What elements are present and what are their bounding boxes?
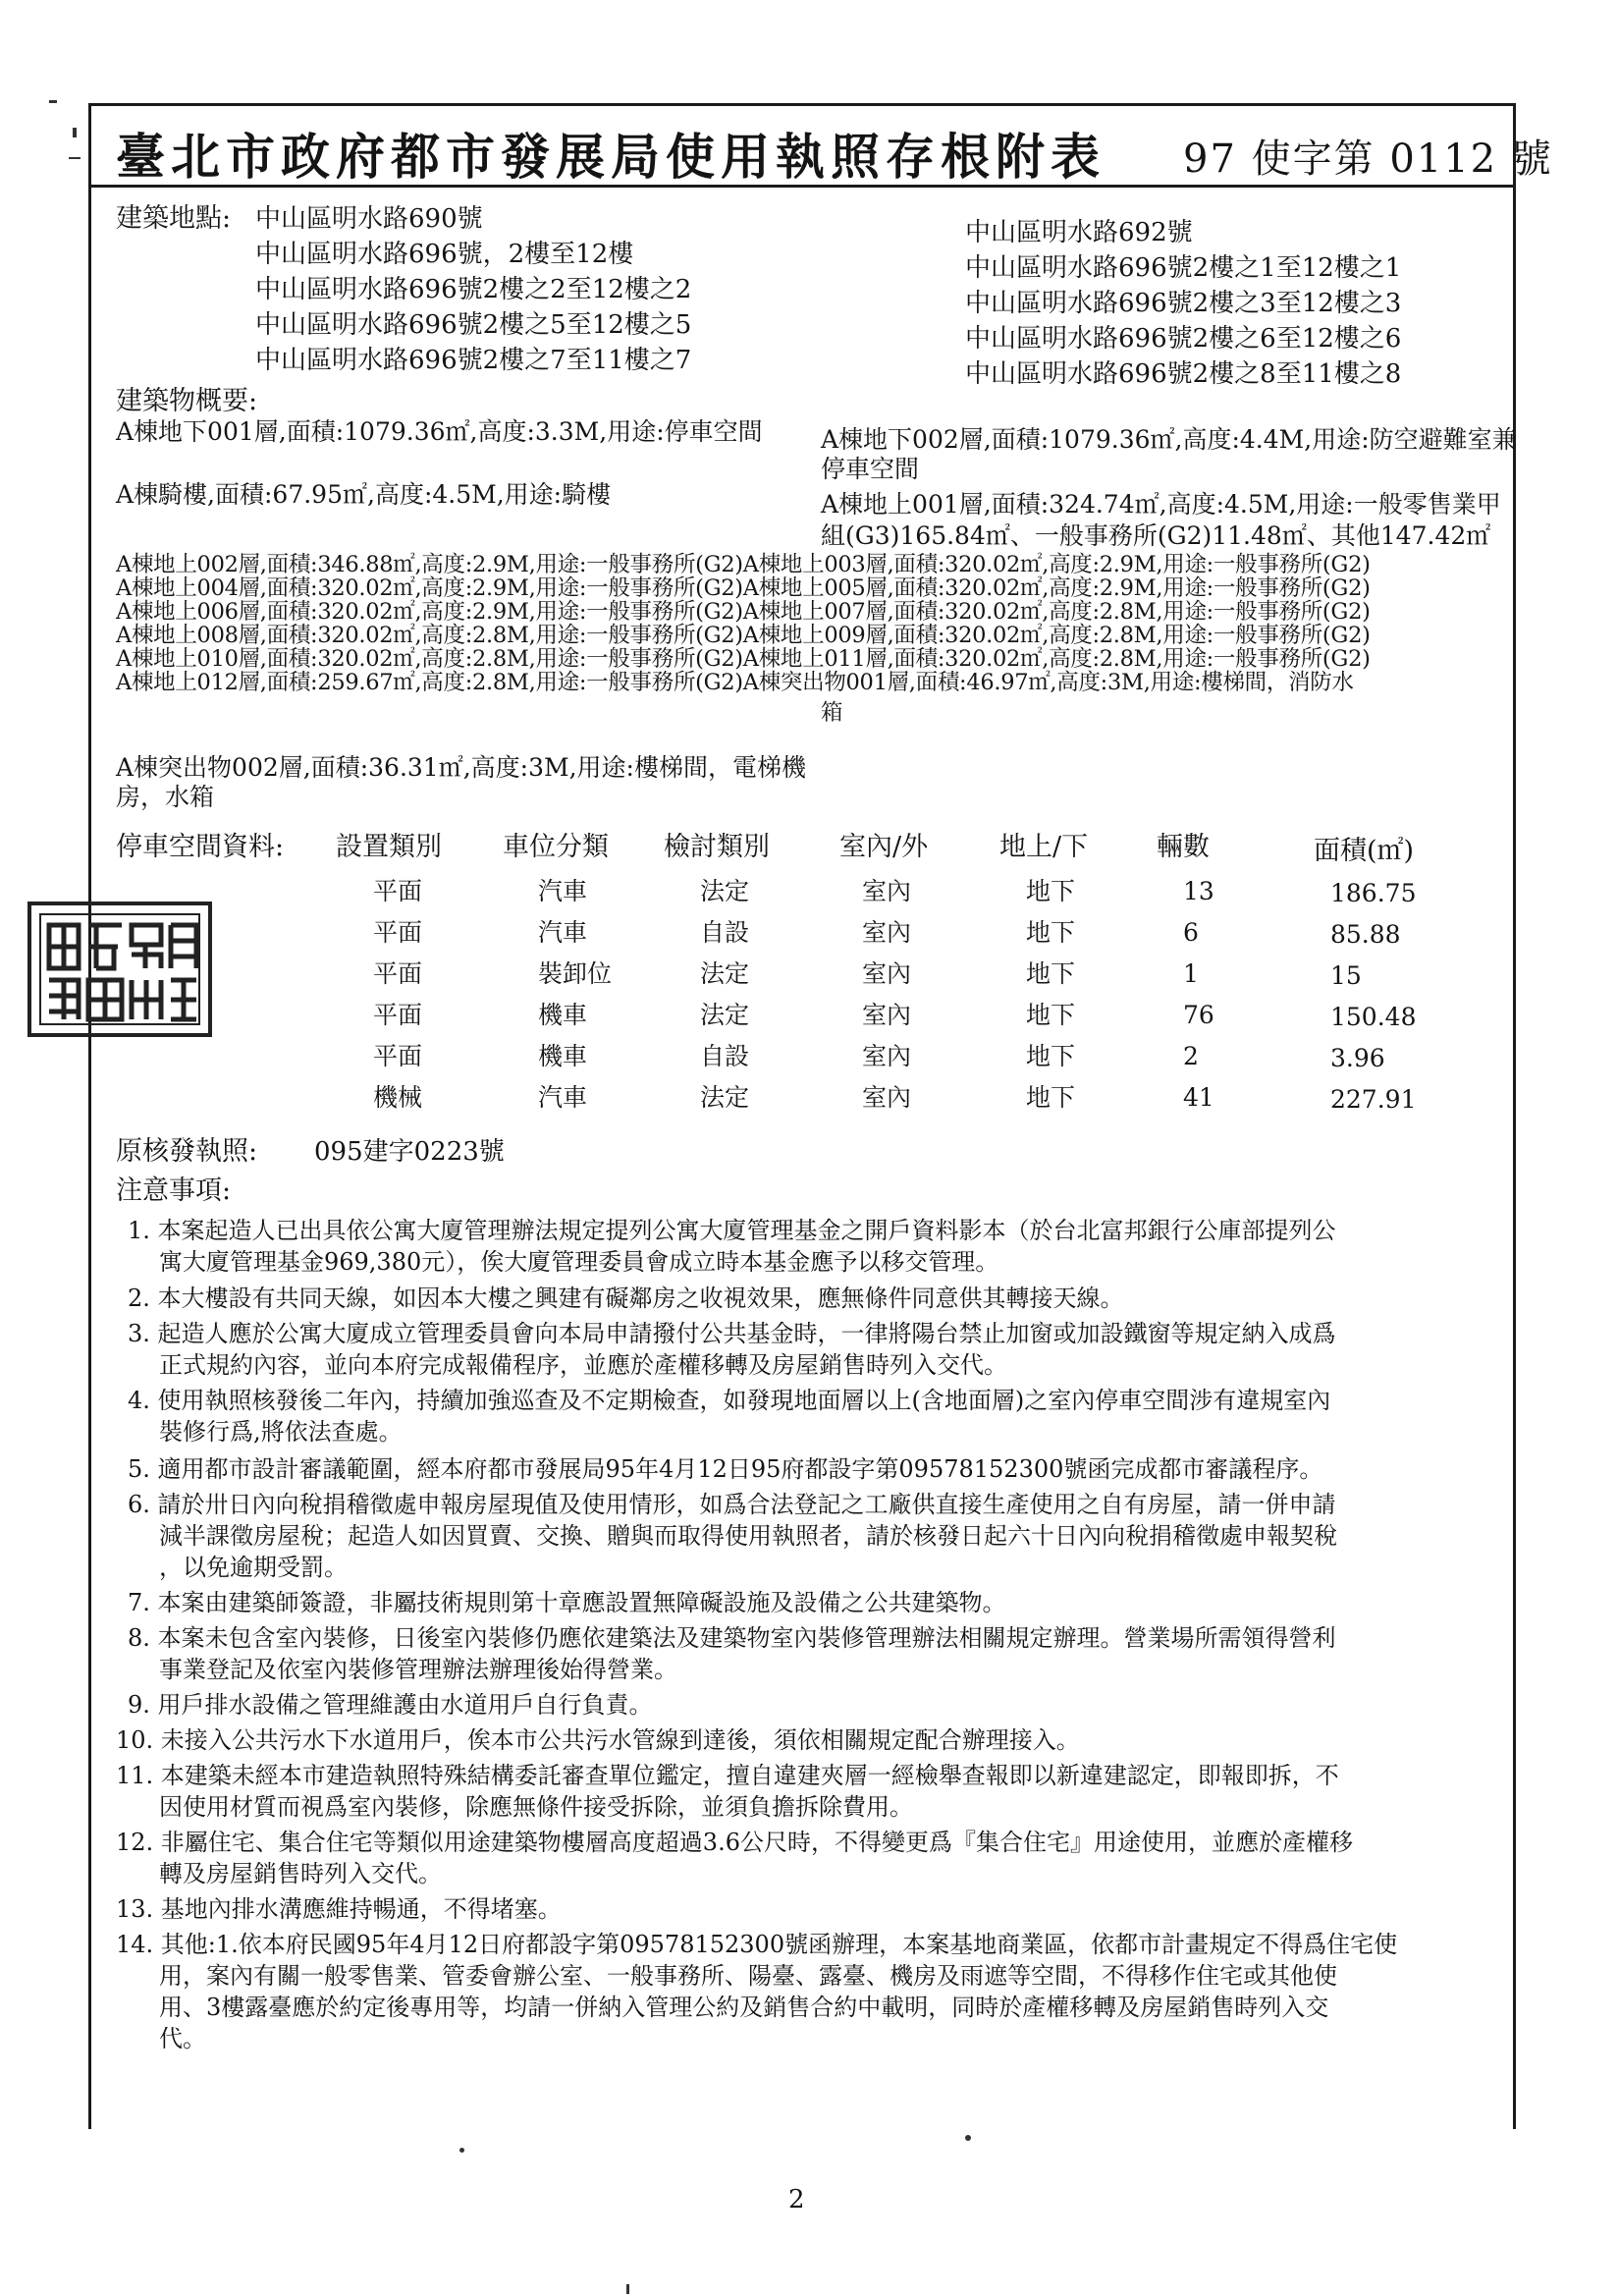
location-left-1: 中山區明水路690號: [255, 204, 483, 234]
parking-header-class: 車位分類: [503, 832, 609, 862]
note-line: 10. 未接入公共污水下水道用戶，俟本市公共污水管線到達後，須依相關規定配合辦理接入。: [116, 1726, 1080, 1754]
note-line: 3. 起造人應於公寓大廈成立管理委員會向本局申請撥付公共基金時，一律將陽台禁止加窗或加設鐵窗等規定納入成爲: [128, 1320, 1336, 1347]
parking-cell: 機械: [373, 1083, 423, 1112]
parking-cell: 自設: [700, 1042, 750, 1070]
parking-cell: 室內: [862, 1001, 912, 1029]
parking-cell: 平面: [373, 1001, 423, 1029]
parking-cell: 地下: [1026, 1001, 1076, 1029]
location-right-5: 中山區明水路696號2樓之8至11樓之8: [965, 359, 1402, 389]
overview-b2-line1: A棟地下002層,面積:1079.36㎡,高度:4.4M,用途:防空避難室兼: [821, 425, 1517, 454]
note-line: 6. 請於卅日內向稅捐稽徵處申報房屋現值及使用情形，如爲合法登記之工廠供直接生產使用之自有房屋，請一併申請: [128, 1491, 1336, 1518]
parking-cell: 室內: [862, 1042, 912, 1070]
note-line: 9. 用戶排水設備之管理維護由水道用戶自行負責。: [128, 1691, 653, 1719]
note-line: 裝修行爲,將依法查處。: [159, 1418, 403, 1446]
parking-cell: 227.91: [1330, 1085, 1417, 1114]
parking-cell: 2: [1183, 1042, 1199, 1070]
parking-cell: 機車: [538, 1001, 588, 1029]
notes-label: 注意事項:: [116, 1175, 232, 1206]
note-line: 寓大廈管理基金969,380元），俟大廈管理委員會成立時本基金應予以移交管理。: [159, 1248, 999, 1276]
overview-f1-line1: A棟地上001層,面積:324.74㎡,高度:4.5M,用途:一般零售業甲: [821, 490, 1501, 519]
location-label: 建築地點:: [116, 203, 232, 234]
parking-cell: 裝卸位: [538, 959, 613, 988]
parking-cell: 150.48: [1330, 1003, 1417, 1031]
parking-cell: 法定: [700, 877, 750, 905]
page-number: 2: [788, 2185, 805, 2214]
location-left-3: 中山區明水路696號2樓之2至12樓之2: [255, 275, 692, 304]
overview-arcade: A棟騎樓,面積:67.95㎡,高度:4.5M,用途:騎樓: [116, 480, 612, 509]
parking-header-type: 設置類別: [336, 832, 442, 862]
location-right-2: 中山區明水路696號2樓之1至12樓之1: [965, 253, 1402, 283]
parking-cell: 室內: [862, 877, 912, 905]
note-line: 減半課徵房屋稅；起造人如因買賣、交換、贈與而取得使用執照者，請於核發日起六十日內向稅捐稽徵處申報契稅: [159, 1522, 1337, 1550]
note-line: 14. 其他:1.依本府民國95年4月12日府都設字第09578152300號函辦理，本案基地商業區，依都市計畫規定不得爲住宅使: [116, 1931, 1398, 1958]
overview-roof2-line2: 房，水箱: [116, 783, 215, 811]
parking-cell: 1: [1183, 959, 1199, 988]
scan-speck: [459, 2148, 464, 2153]
location-left-2: 中山區明水路696號，2樓至12樓: [255, 240, 634, 269]
scan-mark: [73, 128, 77, 137]
overview-floor-row: A棟地上008層,面積:320.02㎡,高度:2.8M,用途:一般事務所(G2)A棟地上009層,面積:320.02㎡,高度:2.8M,用途:一般事務所(G2): [116, 623, 1371, 648]
note-line: 12. 非屬住宅、集合住宅等類似用途建築物樓層高度超過3.6公尺時，不得變更爲『集合住宅』用途使用，並應於產權移: [116, 1829, 1353, 1856]
note-line: 11. 本建築未經本市建造執照特殊結構委託審查單位鑑定，擅自違建夾層一經檢舉查報即以新違建認定，即報即拆，不: [116, 1762, 1339, 1789]
parking-cell: 法定: [700, 959, 750, 988]
original-permit-label: 原核發執照:: [116, 1136, 258, 1167]
overview-label: 建築物概要:: [116, 386, 258, 416]
parking-cell: 85.88: [1330, 920, 1401, 949]
parking-cell: 室內: [862, 918, 912, 947]
location-right-3: 中山區明水路696號2樓之3至12樓之3: [965, 289, 1402, 318]
location-right-1: 中山區明水路692號: [965, 218, 1193, 247]
official-seal: [27, 902, 212, 1037]
note-line: 事業登記及依室內裝修管理辦法辦理後始得營業。: [159, 1656, 677, 1683]
parking-cell: 汽車: [538, 1083, 588, 1112]
overview-b1: A棟地下001層,面積:1079.36㎡,高度:3.3M,用途:停車空間: [116, 417, 763, 446]
parking-cell: 3.96: [1330, 1044, 1385, 1072]
overview-b2-line2: 停車空間: [821, 455, 920, 483]
parking-cell: 室內: [862, 959, 912, 988]
parking-header-area: 面積(㎡): [1314, 836, 1415, 866]
parking-header-indoor: 室內/外: [839, 832, 929, 862]
overview-f1-line2: 組(G3)165.84㎡、一般事務所(G2)11.48㎡、其他147.42㎡: [821, 521, 1491, 550]
overview-floor-row: A棟地上010層,面積:320.02㎡,高度:2.8M,用途:一般事務所(G2)A棟地上011層,面積:320.02㎡,高度:2.8M,用途:一般事務所(G2): [116, 646, 1371, 672]
document-title: 臺北市政府都市發展局使用執照存根附表: [116, 128, 1106, 186]
overview-floor-row: A棟地上006層,面積:320.02㎡,高度:2.9M,用途:一般事務所(G2)A棟地上007層,面積:320.02㎡,高度:2.8M,用途:一般事務所(G2): [116, 599, 1371, 625]
parking-cell: 地下: [1026, 1083, 1076, 1112]
scan-mark: [69, 157, 81, 159]
parking-cell: 法定: [700, 1001, 750, 1029]
permit-number: 97 使字第 0112 號: [1183, 137, 1553, 182]
note-line: 1. 本案起造人已出具依公寓大廈管理辦法規定提列公寓大廈管理基金之開戶資料影本（於台北富邦銀行公庫部提列公: [128, 1217, 1336, 1244]
overview-roof2-line1: A棟突出物002層,面積:36.31㎡,高度:3M,用途:樓梯間，電梯機: [116, 753, 806, 782]
parking-cell: 15: [1330, 961, 1362, 990]
note-line: 13. 基地內排水溝應維持暢通，不得堵塞。: [116, 1895, 562, 1923]
parking-header-level: 地上/下: [999, 832, 1089, 862]
parking-cell: 41: [1183, 1083, 1214, 1112]
overview-floor-row: A棟地上002層,面積:346.88㎡,高度:2.9M,用途:一般事務所(G2)A棟地上003層,面積:320.02㎡,高度:2.9M,用途:一般事務所(G2): [116, 552, 1371, 577]
official-seal-glyphs: [27, 902, 212, 1037]
parking-cell: 汽車: [538, 877, 588, 905]
overview-floor-row: A棟地上004層,面積:320.02㎡,高度:2.9M,用途:一般事務所(G2)A棟地上005層,面積:320.02㎡,高度:2.9M,用途:一般事務所(G2): [116, 575, 1371, 601]
parking-cell: 法定: [700, 1083, 750, 1112]
parking-cell: 186.75: [1330, 879, 1417, 907]
parking-cell: 地下: [1026, 877, 1076, 905]
overview-roof1-cont: 箱: [821, 700, 843, 726]
note-line: 正式規約內容，並向本府完成報備程序，並應於產權移轉及房屋銷售時列入交代。: [159, 1351, 1007, 1379]
note-line: 5. 適用都市設計審議範圍，經本府都市發展局95年4月12日95府都設字第09578152300號函完成都市審議程序。: [128, 1455, 1323, 1483]
note-line: ，以免逾期受罰。: [159, 1554, 348, 1581]
note-line: 用，案內有關一般零售業、管委會辦公室、一般事務所、陽臺、露臺、機房及雨遮等空間，不得移作住宅或其他使: [159, 1962, 1337, 1990]
parking-cell: 地下: [1026, 959, 1076, 988]
note-line: 轉及房屋銷售時列入交代。: [159, 1860, 442, 1887]
scan-mark: [49, 100, 57, 103]
note-line: 因使用材質而視爲室內裝修，除應無條件接受拆除，並須負擔拆除費用。: [159, 1793, 913, 1821]
parking-cell: 機車: [538, 1042, 588, 1070]
note-line: 用、3樓露臺應於約定後專用等，均請一併納入管理公約及銷售合約中載明，同時於產權移轉及房屋銷售時列入交: [159, 1994, 1329, 2021]
parking-label: 停車空間資料:: [116, 832, 285, 862]
note-line: 代。: [159, 2025, 206, 2052]
location-left-5: 中山區明水路696號2樓之7至11樓之7: [255, 346, 692, 375]
parking-cell: 平面: [373, 877, 423, 905]
parking-cell: 室內: [862, 1083, 912, 1112]
note-line: 2. 本大樓設有共同天線，如因本大樓之興建有礙鄰房之收視效果，應無條件同意供其轉接天線。: [128, 1285, 1124, 1312]
parking-cell: 平面: [373, 959, 423, 988]
parking-header-count: 輛數: [1157, 832, 1210, 862]
parking-cell: 76: [1183, 1001, 1214, 1029]
location-left-4: 中山區明水路696號2樓之5至12樓之5: [255, 310, 692, 340]
scan-speck: [965, 2135, 971, 2141]
note-line: 4. 使用執照核發後二年內，持續加強巡查及不定期檢查，如發現地面層以上(含地面層)之室內停車空間涉有違規室內: [128, 1387, 1331, 1414]
parking-cell: 自設: [700, 918, 750, 947]
scan-speck: [626, 2284, 629, 2294]
parking-cell: 13: [1183, 877, 1214, 905]
location-right-4: 中山區明水路696號2樓之6至12樓之6: [965, 324, 1402, 354]
note-line: 8. 本案未包含室內裝修，日後室內裝修仍應依建築法及建築物室內裝修管理辦法相關規定辦理。營業場所需領得營利: [128, 1624, 1336, 1652]
parking-cell: 平面: [373, 1042, 423, 1070]
note-line: 7. 本案由建築師簽證，非屬技術規則第十章應設置無障礙設施及設備之公共建築物。: [128, 1589, 1006, 1616]
parking-cell: 地下: [1026, 1042, 1076, 1070]
parking-cell: 地下: [1026, 918, 1076, 947]
original-permit-value: 095建字0223號: [314, 1137, 505, 1167]
parking-cell: 6: [1183, 918, 1199, 947]
parking-header-review: 檢討類別: [664, 832, 770, 862]
overview-floor-row: A棟地上012層,面積:259.67㎡,高度:2.8M,用途:一般事務所(G2)A棟突出物001層,面積:46.97㎡,高度:3M,用途:樓梯間，消防水: [116, 670, 1354, 695]
parking-cell: 平面: [373, 918, 423, 947]
parking-cell: 汽車: [538, 918, 588, 947]
